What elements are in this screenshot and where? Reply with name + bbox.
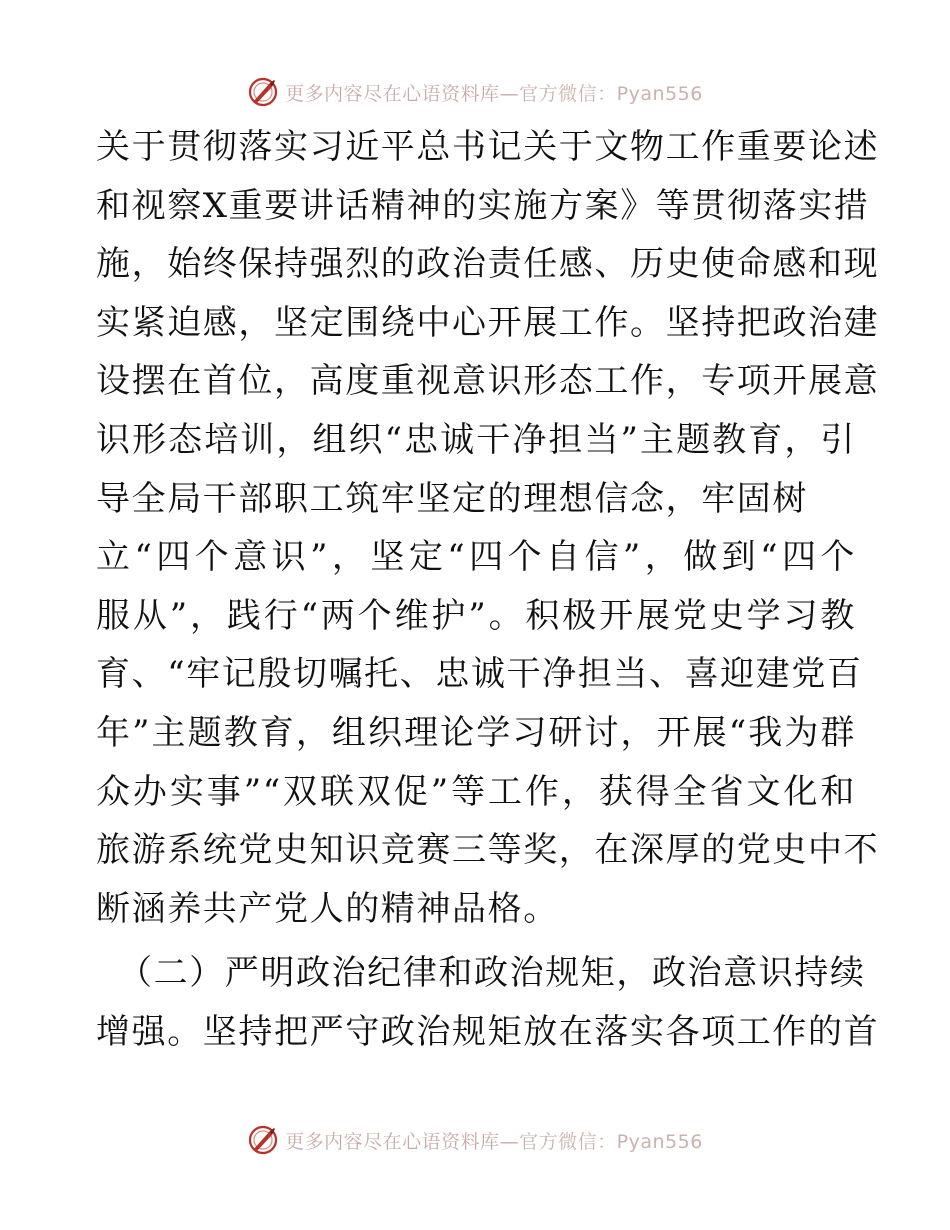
paragraph-line: 关于贯彻落实习近平总书记关于文物工作重要论述: [96, 127, 880, 167]
paragraph-line: 导全局干部职工筑牢坚定的理想信念，牢固树: [96, 478, 808, 519]
watermark-dash: —: [499, 82, 520, 105]
watermark-brand: 更多内容尽在心语资料库: [285, 1130, 500, 1153]
paragraph-line: 施，始终保持强烈的政治责任感、历史使命感和现: [96, 244, 880, 285]
watermark-text: [285, 1127, 703, 1154]
paragraph-line: 育、“牢记殷切嘱托、忠诚干净担当、喜迎建党百: [96, 654, 863, 695]
paragraph-line: 和视察X重要讲话精神的实施方案》等贯彻落实措: [96, 185, 870, 226]
paragraph-line: 增强。坚持把严守政治规矩放在落实各项工作的首: [96, 1011, 880, 1052]
watermark-wechat: 官方微信：Pyan556: [519, 1130, 703, 1153]
watermark-dash: —: [499, 1130, 520, 1153]
paragraph-line: 立“四个意识”，坚定“四个自信”，做到“四个: [96, 537, 856, 578]
paragraph-line: 识形态培训，组织“忠诚干净担当”主题教育，引: [96, 419, 856, 460]
watermark-text: [285, 79, 703, 106]
paragraph-line: 实紧迫感，坚定围绕中心开展工作。坚持把政治建: [96, 302, 880, 343]
document-body: [96, 118, 880, 1062]
paragraph-line: 断涵养共产党人的精神品格。: [96, 888, 559, 929]
footer-watermark: [0, 1120, 950, 1160]
quill-seal-icon: [247, 76, 279, 108]
paragraph-line: 年”主题教育，组织理论学习研讨，开展“我为群: [96, 712, 856, 753]
paragraph-line: 设摆在首位，高度重视意识形态工作，专项开展意: [96, 361, 880, 402]
watermark-brand: 更多内容尽在心语资料库: [285, 82, 500, 105]
section-heading: （二）严明政治纪律和政治规矩，政治意识持续: [118, 953, 866, 994]
watermark-wechat: 官方微信：Pyan556: [519, 82, 703, 105]
header-watermark: [0, 72, 950, 112]
quill-seal-icon: [247, 1124, 279, 1156]
paragraph-line: 众办实事”“双联双促”等工作，获得全省文化和: [96, 771, 856, 812]
paragraph-line: 旅游系统党史知识竞赛三等奖，在深厚的党史中不: [96, 830, 880, 871]
paragraph-line: 服从”，践行“两个维护”。积极开展党史学习教: [96, 595, 856, 636]
